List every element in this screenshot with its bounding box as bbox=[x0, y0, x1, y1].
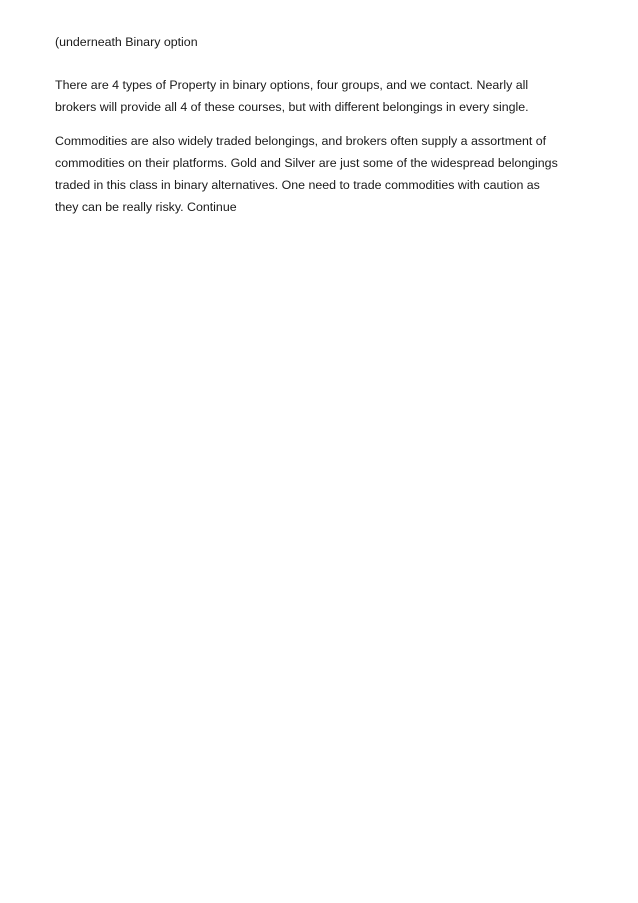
page-heading bbox=[55, 31, 595, 53]
heading-text: (underneath Binary option bbox=[55, 35, 198, 49]
continue-link[interactable]: Continue bbox=[187, 200, 237, 214]
paragraph-1-line-1: There are 4 types of Property in binary options, four groups, and we contact. Nearly all bbox=[55, 78, 529, 92]
paragraph-2-line-4 bbox=[55, 196, 595, 218]
paragraph-1 bbox=[55, 74, 595, 118]
paragraph-2-line-3: traded in this class in binary alternatives. One need to trade commodities with caution as bbox=[55, 178, 540, 192]
paragraph-2-line-4-text: they can be really risky. bbox=[55, 200, 184, 214]
paragraph-2-line-1: Commodities are also widely traded belongings, and brokers often supply a assortment of bbox=[55, 134, 547, 148]
paragraph-2 bbox=[55, 130, 595, 218]
paragraph-2-line-2: commodities on their platforms. Gold and Silver are just some of the widespread belongings bbox=[55, 156, 558, 170]
paragraph-1-line-2: brokers will provide all 4 of these courses, but with different belongings in every single. bbox=[55, 100, 529, 114]
